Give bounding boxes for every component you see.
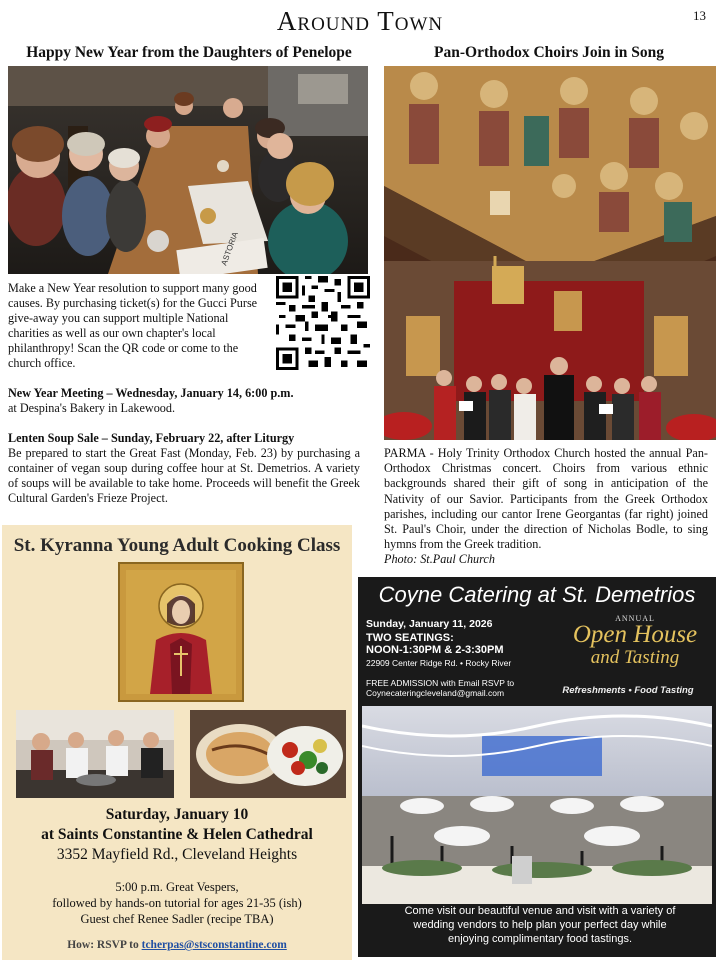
coyne-annual: ANNUAL [615,614,655,623]
group-photo [8,66,368,274]
page-title: Around Town [276,6,444,36]
flyer-line1: 5:00 p.m. Great Vespers, [115,880,239,894]
flyer-date: Saturday, January 10 [105,806,249,823]
coyne-email[interactable]: Coynecateringcleveland@gmail.com [366,688,505,698]
banquet-hall-photo [362,706,712,904]
daughters-intro: Make a New Year resolution to support many good causes. By purchasing ticket(s) for the Gucci Purse give-away you can support multiple National charities as well as our own chapter's local philanthropy! Scan the QR code or come to the church office. [8,281,258,370]
flyer-title: St. Kyranna Young Adult Cooking Class [13,535,341,556]
choir-caption [384,446,708,568]
qr-code [276,276,370,370]
coyne-title: Coyne Catering at St. Demetrios [378,582,696,607]
coyne-refreshments: Refreshments • Food Tasting [562,685,694,696]
rsvp-label: How: RSVP to [67,939,139,951]
st-kyranna-icon-image [118,562,244,702]
food-photo [190,710,346,798]
flyer-address: 3352 Mayfield Rd., Cleveland Heights [56,846,298,863]
flyer-line3: Guest chef Renee Sadler (recipe TBA) [80,912,274,926]
kitchen-photo [16,710,174,798]
flyer-details [2,805,352,951]
meeting-heading: New Year Meeting – Wednesday, January 14, 6:00 p.m. [8,386,294,400]
left-article-heading: Happy New Year from the Daughters of Penelope [26,44,352,61]
daughters-events [8,386,360,521]
coyne-seatings-times: NOON-1:30PM & 2-3:30PM [366,644,504,656]
rsvp-email-link[interactable]: tcherpas@stsconstantine.com [141,939,287,951]
page-number: 13 [693,8,706,23]
choir-photo [384,66,716,440]
astoria-sign: ASTORIA [219,230,240,267]
photo-credit: Photo: St.Paul Church [384,552,495,567]
flyer-line2: followed by hands-on tutorial for ages 21-35 (ish) [52,896,302,910]
coyne-date: Sunday, January 11, 2026 [366,618,493,630]
coyne-footer: Come visit our beautiful venue and visit with a variety of wedding vendors to help plan your perfect day while enjoying complimentary food tastings. [404,905,676,945]
flyer-venue: at Saints Constantine & Helen Cathedral [41,826,313,843]
coyne-open-house: Open House [572,621,698,648]
coyne-and-tasting: and Tasting [590,647,680,668]
meeting-location: at Despina's Bakery in Lakewood. [8,401,176,415]
right-article-heading: Pan-Orthodox Choirs Join in Song [434,44,664,61]
choir-caption-text: PARMA - Holy Trinity Orthodox Church hosted the annual Pan-Orthodox Christmas concert. Choirs from various ethnic backgrounds shared their gift of song in anticipation of the Nativity of our Savior. Participants from the Greek Orthodox parishes, including our cantor Irene Georgantas (far right) joined St. Paul's Choir, under the direction of Nicholas Bodle, to sing hymns from the Greek tradition. [384,446,708,552]
coyne-address: 22909 Center Ridge Rd. • Rocky River [366,658,512,668]
soup-heading: Lenten Soup Sale – Sunday, February 22, after Liturgy [8,431,295,445]
soup-text: Be prepared to start the Great Fast (Monday, Feb. 23) by purchasing a container of vegan soup during coffee hour at St. Demetrios. A variety of soups will be available to take home. Proceeds will benefit the Greek Cultural Garden's Frieze Project. [8,446,360,505]
coyne-admission: FREE ADMISSION with Email RSVP to [366,678,515,688]
coyne-seatings-label: TWO SEATINGS: [366,632,454,644]
